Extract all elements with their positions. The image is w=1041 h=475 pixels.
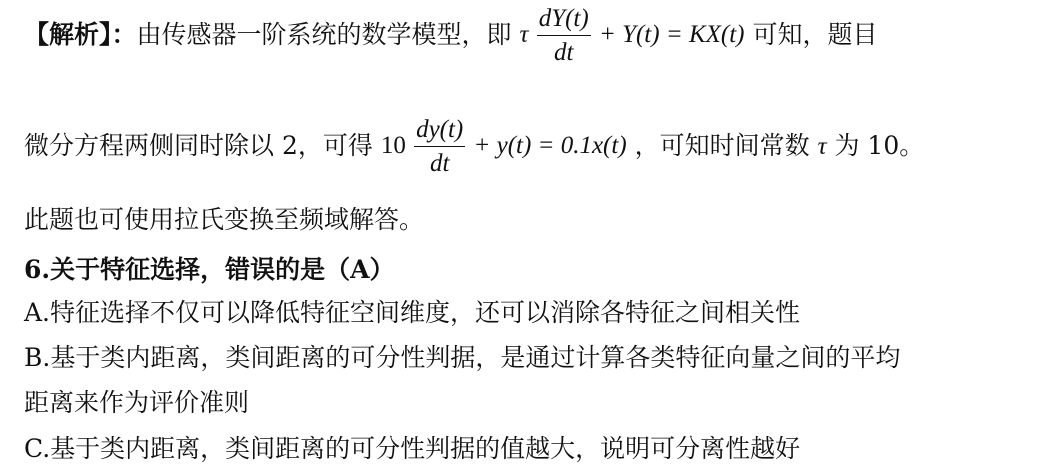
coefficient: 10 xyxy=(380,131,406,159)
option-a: A.特征选择不仅可以降低特征空间维度，还可以消除各特征之间相关性 xyxy=(24,298,801,327)
analysis-colon: ： xyxy=(111,19,137,49)
derivative-fraction xyxy=(537,6,591,67)
analysis-line-1 xyxy=(24,6,877,67)
fraction-numerator-2: dy(t) xyxy=(414,117,465,147)
normalized-equation xyxy=(381,117,627,178)
option-b-line-2: 距离来作为评价准则 xyxy=(24,388,250,417)
analysis-line-3: 此题也可使用拉氏变换至频域解答。 xyxy=(24,205,425,234)
analysis-text-1b: 可知，题目 xyxy=(752,19,878,49)
equation-rest: + Y(t) = KX(t) xyxy=(598,20,745,48)
fraction-numerator: dY(t) xyxy=(537,6,591,36)
question-close: ） xyxy=(369,255,395,284)
tau-symbol: τ xyxy=(519,20,529,48)
fraction-denominator: dt xyxy=(553,39,574,67)
tau-symbol-2: τ xyxy=(817,132,827,160)
first-order-model-equation xyxy=(520,6,745,67)
analysis-text-1a: 由传感器一阶系统的数学模型，即 xyxy=(136,19,512,49)
option-b-line-1: B.基于类内距离，类间距离的可分性判据，是通过计算各类特征向量之间的平均 xyxy=(24,343,901,372)
question-6-title xyxy=(24,257,395,282)
fraction-denominator-2: dt xyxy=(429,150,450,178)
analysis-text-2b: ，可知时间常数 xyxy=(634,130,810,160)
derivative-fraction-2 xyxy=(414,117,465,178)
analysis-text-2c: 为 10。 xyxy=(834,130,925,160)
analysis-tag: 【解析】 xyxy=(24,19,112,49)
analysis-text-2a: 微分方程两侧同时除以 2，可得 xyxy=(24,130,373,160)
equation-rest-2: + y(t) = 0.1x(t) xyxy=(473,131,627,159)
analysis-line-2 xyxy=(24,117,924,178)
question-answer: A xyxy=(350,255,370,284)
question-text: 6.关于特征选择，错误的是（ xyxy=(24,255,351,284)
option-c: C.基于类内距离，类间距离的可分性判据的值越大，说明可分离性越好 xyxy=(24,434,801,463)
